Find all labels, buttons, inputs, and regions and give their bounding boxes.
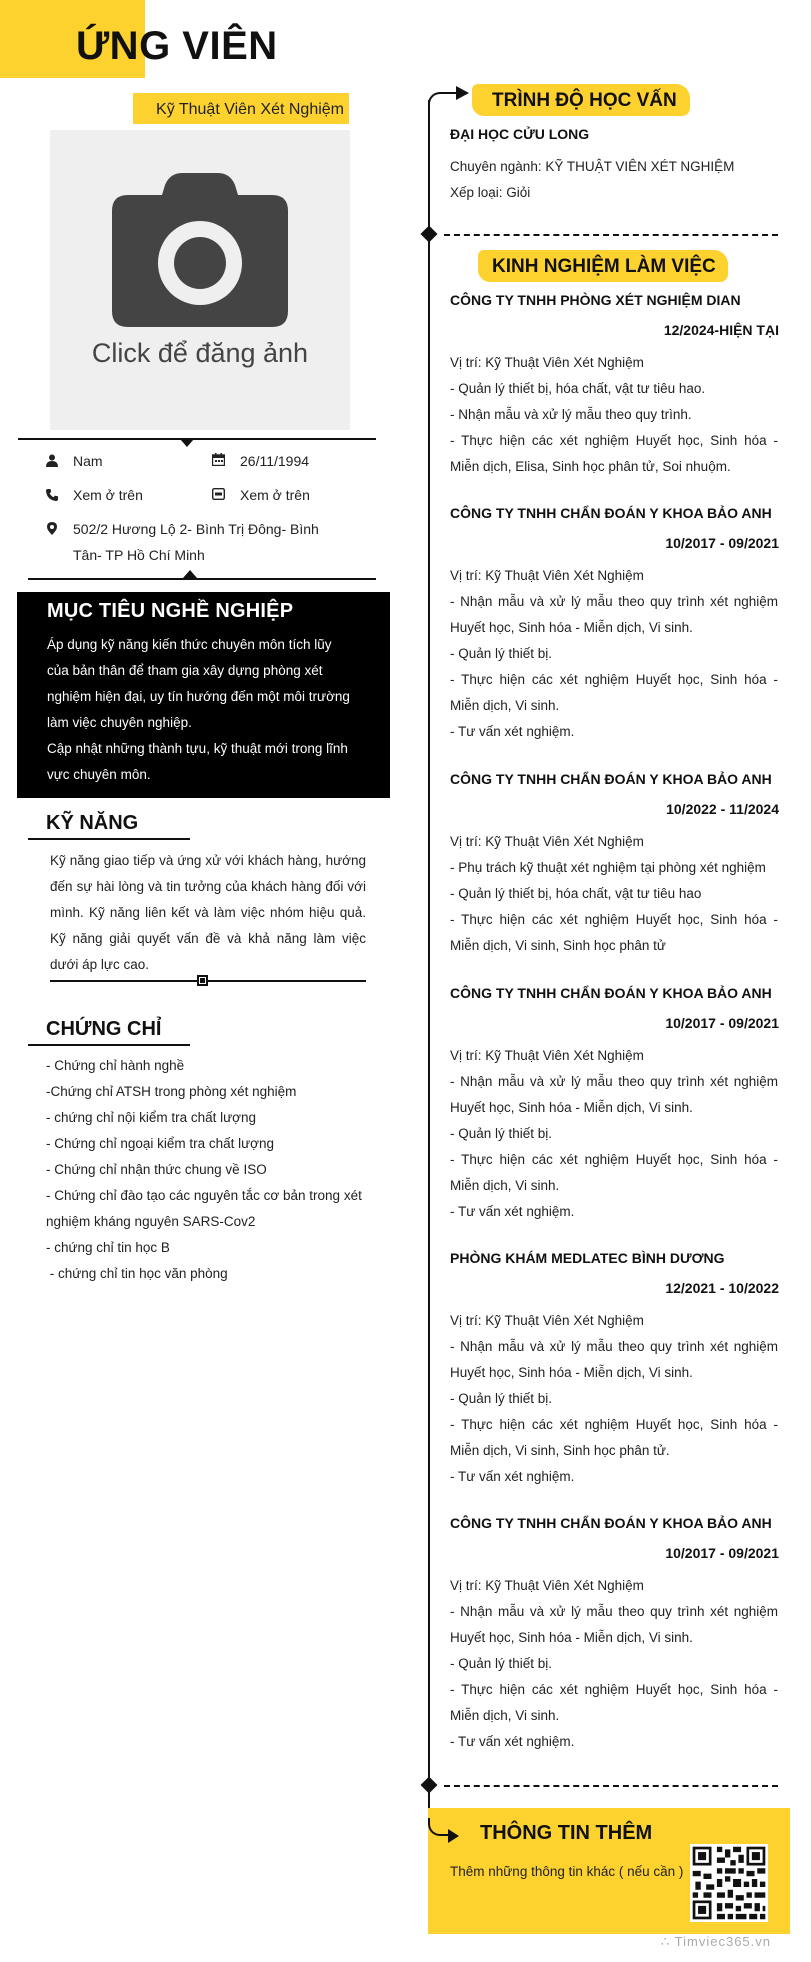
job-company[interactable]: PHÒNG KHÁM MEDLATEC BÌNH DƯƠNG [450, 1250, 725, 1266]
skills-slider-handle[interactable] [197, 975, 208, 986]
certificate-item: - chứng chỉ nội kiểm tra chất lượng [46, 1110, 257, 1125]
extra-info-title: THÔNG TIN THÊM [480, 1822, 653, 1844]
job-line: - Thực hiện các xét nghiệm Huyết học, Sinh hóa - [450, 1417, 778, 1432]
arrow-right-icon [448, 1829, 460, 1843]
phone-value: Xem ở trên [73, 487, 143, 503]
job-line: - Nhận mẫu và xử lý mẫu theo quy trình xét nghiệm [450, 1339, 778, 1354]
job-line: Vị trí: Kỹ Thuật Viên Xét Nghiệm [450, 1578, 644, 1593]
job-line: - Thực hiện các xét nghiệm Huyết học, Sinh hóa - [450, 433, 778, 448]
job-line: - Quản lý thiết bị, hóa chất, vật tư tiêu hao [450, 886, 702, 901]
photo-upload[interactable] [50, 130, 350, 430]
certificates-list[interactable] [46, 1053, 382, 1287]
extra-info-text[interactable]: Thêm những thông tin khác ( nếu cần ) [450, 1864, 684, 1879]
job-line: - Tư vấn xét nghiệm. [450, 1734, 575, 1749]
job-line: - Nhận mẫu và xử lý mẫu theo quy trình xét nghiệm [450, 1604, 778, 1619]
job-line: Vị trí: Kỹ Thuật Viên Xét Nghiệm [450, 1048, 644, 1063]
timeline-diamond [421, 226, 438, 243]
education-title: TRÌNH ĐỘ HỌC VẤN [492, 90, 677, 111]
gender-icon [46, 454, 60, 468]
job-line: - Quản lý thiết bị. [450, 1391, 553, 1406]
job-line: - Quản lý thiết bị, hóa chất, vật tư tiêu hao. [450, 381, 706, 396]
skills-title: KỸ NĂNG [46, 812, 139, 834]
job-company[interactable]: CÔNG TY TNHH CHẨN ĐOÁN Y KHOA BẢO ANH [450, 1515, 772, 1531]
job-description[interactable] [450, 1308, 778, 1490]
section-divider [444, 234, 778, 236]
job-line: - Quản lý thiết bị. [450, 1656, 553, 1671]
job-line: - Thực hiện các xét nghiệm Huyết học, Sinh hóa - [450, 1152, 778, 1167]
job-line: Huyết học, Sinh hóa - Miễn dịch, Vi sinh. [450, 1365, 693, 1380]
gender-value: Nam [73, 453, 103, 469]
job-line: - Nhận mẫu và xử lý mẫu theo quy trình xét nghiệm [450, 594, 778, 609]
camera-icon [110, 173, 290, 333]
job-title-badge[interactable]: Kỹ Thuật Viên Xét Nghiệm [133, 93, 349, 124]
job-period[interactable]: 10/2017 - 09/2021 [665, 1545, 779, 1561]
job-period[interactable]: 12/2021 - 10/2022 [665, 1280, 779, 1296]
info-bottom-rule [28, 578, 376, 580]
job-line: Huyết học, Sinh hóa - Miễn dịch, Vi sinh. [450, 620, 693, 635]
job-line: Miễn dịch, Vi sinh, Sinh học phân tử. [450, 1443, 670, 1458]
job-description[interactable] [450, 1573, 778, 1755]
info-bottom-marker [183, 570, 197, 578]
job-line: - Nhận mẫu và xử lý mẫu theo quy trình xét nghiệm [450, 1074, 778, 1089]
experience-title: KINH NGHIỆM LÀM VIỆC [492, 256, 716, 277]
skills-text[interactable]: Kỹ năng giao tiếp và ứng xử với khách hàng, hướng đến sự hài lòng và tin tưởng của khách hàng đối với mình. Kỹ năng liên kết và làm việc nhóm hiệu quả. Kỹ năng giải quyết vấn đề và khả năng làm việc dưới áp lực cao. [50, 853, 366, 972]
job-description[interactable] [450, 563, 778, 745]
job-line: Miễn dịch, Vi sinh. [450, 1178, 560, 1193]
objective-text[interactable] [47, 632, 377, 788]
job-company[interactable]: CÔNG TY TNHH CHẨN ĐOÁN Y KHOA BẢO ANH [450, 771, 772, 787]
job-line: - Quản lý thiết bị. [450, 1126, 553, 1141]
objective-line: vực chuyên môn. [47, 767, 151, 782]
education-major[interactable]: Chuyên ngành: KỸ THUẬT VIÊN XÉT NGHIỆM [450, 159, 735, 174]
objective-line: nghiệm hiện đại, uy tín hướng đến một môi trường [47, 689, 350, 704]
objective-title: MỤC TIÊU NGHỀ NGHIỆP [47, 600, 294, 622]
certificates-underline [28, 1044, 190, 1046]
job-line: - Thực hiện các xét nghiệm Huyết học, Sinh hóa - [450, 1682, 778, 1697]
education-rank[interactable]: Xếp loại: Giỏi [450, 185, 531, 200]
job-company[interactable]: CÔNG TY TNHH CHẨN ĐOÁN Y KHOA BẢO ANH [450, 505, 772, 521]
job-line: - Phụ trách kỹ thuật xét nghiệm tại phòng xét nghiệm [450, 860, 766, 875]
job-period[interactable]: 10/2022 - 11/2024 [666, 801, 779, 817]
job-line: Miễn dịch, Vi sinh, Sinh học phân tử [450, 938, 666, 953]
job-line: Miễn dịch, Vi sinh. [450, 1708, 560, 1723]
calendar-icon [212, 453, 226, 467]
job-line: Huyết học, Sinh hóa - Miễn dịch, Vi sinh. [450, 1100, 693, 1115]
location-icon [47, 522, 61, 536]
job-line: Miễn dịch, Vi sinh. [450, 698, 560, 713]
info-top-marker [180, 439, 194, 447]
phone-icon [46, 488, 60, 502]
certificates-title: CHỨNG CHỈ [46, 1018, 162, 1040]
job-line: - Thực hiện các xét nghiệm Huyết học, Sinh hóa - [450, 912, 778, 927]
job-line: Huyết học, Sinh hóa - Miễn dịch, Vi sinh. [450, 1630, 693, 1645]
timeline-line [428, 100, 430, 1835]
objective-line: làm việc chuyên nghiệp. [47, 715, 192, 730]
job-period[interactable]: 10/2017 - 09/2021 [665, 1015, 779, 1031]
job-description[interactable] [450, 1043, 778, 1225]
skills-underline [28, 838, 190, 840]
arrow-right-icon [454, 85, 470, 101]
site-watermark: ∴ Timviec365.vn [661, 1934, 771, 1949]
career-objective-section [17, 592, 390, 798]
certificate-item: - Chứng chỉ nhận thức chung về ISO [46, 1162, 267, 1177]
cv-title: ỨNG VIÊN [76, 24, 278, 68]
extra-info-section [428, 1808, 790, 1934]
job-line: Miễn dịch, Elisa, Sinh học phân tử, Soi nhuộm. [450, 459, 731, 474]
birthday-value: 26/11/1994 [240, 453, 310, 469]
certificate-item: - chứng chỉ tin học B [46, 1240, 170, 1255]
info-top-rule [18, 438, 376, 440]
job-line: Vị trí: Kỹ Thuật Viên Xét Nghiệm [450, 355, 644, 370]
education-school[interactable]: ĐẠI HỌC CỬU LONG [450, 126, 590, 142]
job-company[interactable]: CÔNG TY TNHH PHÒNG XÉT NGHIỆM DIAN [450, 292, 741, 308]
section-divider [444, 1785, 778, 1787]
email-icon [212, 487, 226, 501]
timeline-diamond [421, 1777, 438, 1794]
job-line: Vị trí: Kỹ Thuật Viên Xét Nghiệm [450, 568, 644, 583]
job-line: - Thực hiện các xét nghiệm Huyết học, Sinh hóa - [450, 672, 778, 687]
job-line: - Quản lý thiết bị. [450, 646, 553, 661]
job-description[interactable] [450, 829, 778, 959]
job-line: - Tư vấn xét nghiệm. [450, 1469, 575, 1484]
skills-slider-line [50, 980, 366, 982]
job-period[interactable]: 12/2024-HIỆN TẠI [663, 322, 779, 338]
job-line: - Tư vấn xét nghiệm. [450, 724, 575, 739]
certificate-item: -Chứng chỉ ATSH trong phòng xét nghiệm [46, 1084, 297, 1099]
job-period[interactable]: 10/2017 - 09/2021 [665, 535, 779, 551]
objective-line: Cập nhật những thành tựu, kỹ thuật mới trong lĩnh [47, 741, 348, 756]
job-line: Vị trí: Kỹ Thuật Viên Xét Nghiệm [450, 1313, 644, 1328]
email-value: Xem ở trên [240, 487, 310, 503]
photo-caption: Click để đăng ảnh [91, 338, 309, 368]
certificate-item: - Chứng chỉ ngoại kiểm tra chất lượng [46, 1136, 275, 1151]
certificate-item: - chứng chỉ tin học văn phòng [46, 1266, 228, 1281]
objective-line: của bản thân để tham gia xây dựng phòng xét [47, 663, 323, 678]
objective-line: Áp dụng kỹ năng kiến thức chuyên môn tích lũy [47, 637, 332, 652]
job-description[interactable] [450, 350, 778, 480]
job-company[interactable]: CÔNG TY TNHH CHẨN ĐOÁN Y KHOA BẢO ANH [450, 985, 772, 1001]
job-line: Vị trí: Kỹ Thuật Viên Xét Nghiệm [450, 834, 644, 849]
certificate-item: - Chứng chỉ đào tạo các nguyên tắc cơ bản trong xét nghiệm kháng nguyên SARS-Cov2 [46, 1188, 362, 1229]
certificate-item: - Chứng chỉ hành nghề [46, 1058, 185, 1073]
address-value: 502/2 Hương Lộ 2- Bình Trị Đông- Bình Tân- TP Hồ Chí Minh [73, 521, 319, 563]
job-line: - Tư vấn xét nghiệm. [450, 1204, 575, 1219]
job-line: - Nhận mẫu và xử lý mẫu theo quy trình. [450, 407, 692, 422]
qr-code-icon [690, 1844, 768, 1922]
